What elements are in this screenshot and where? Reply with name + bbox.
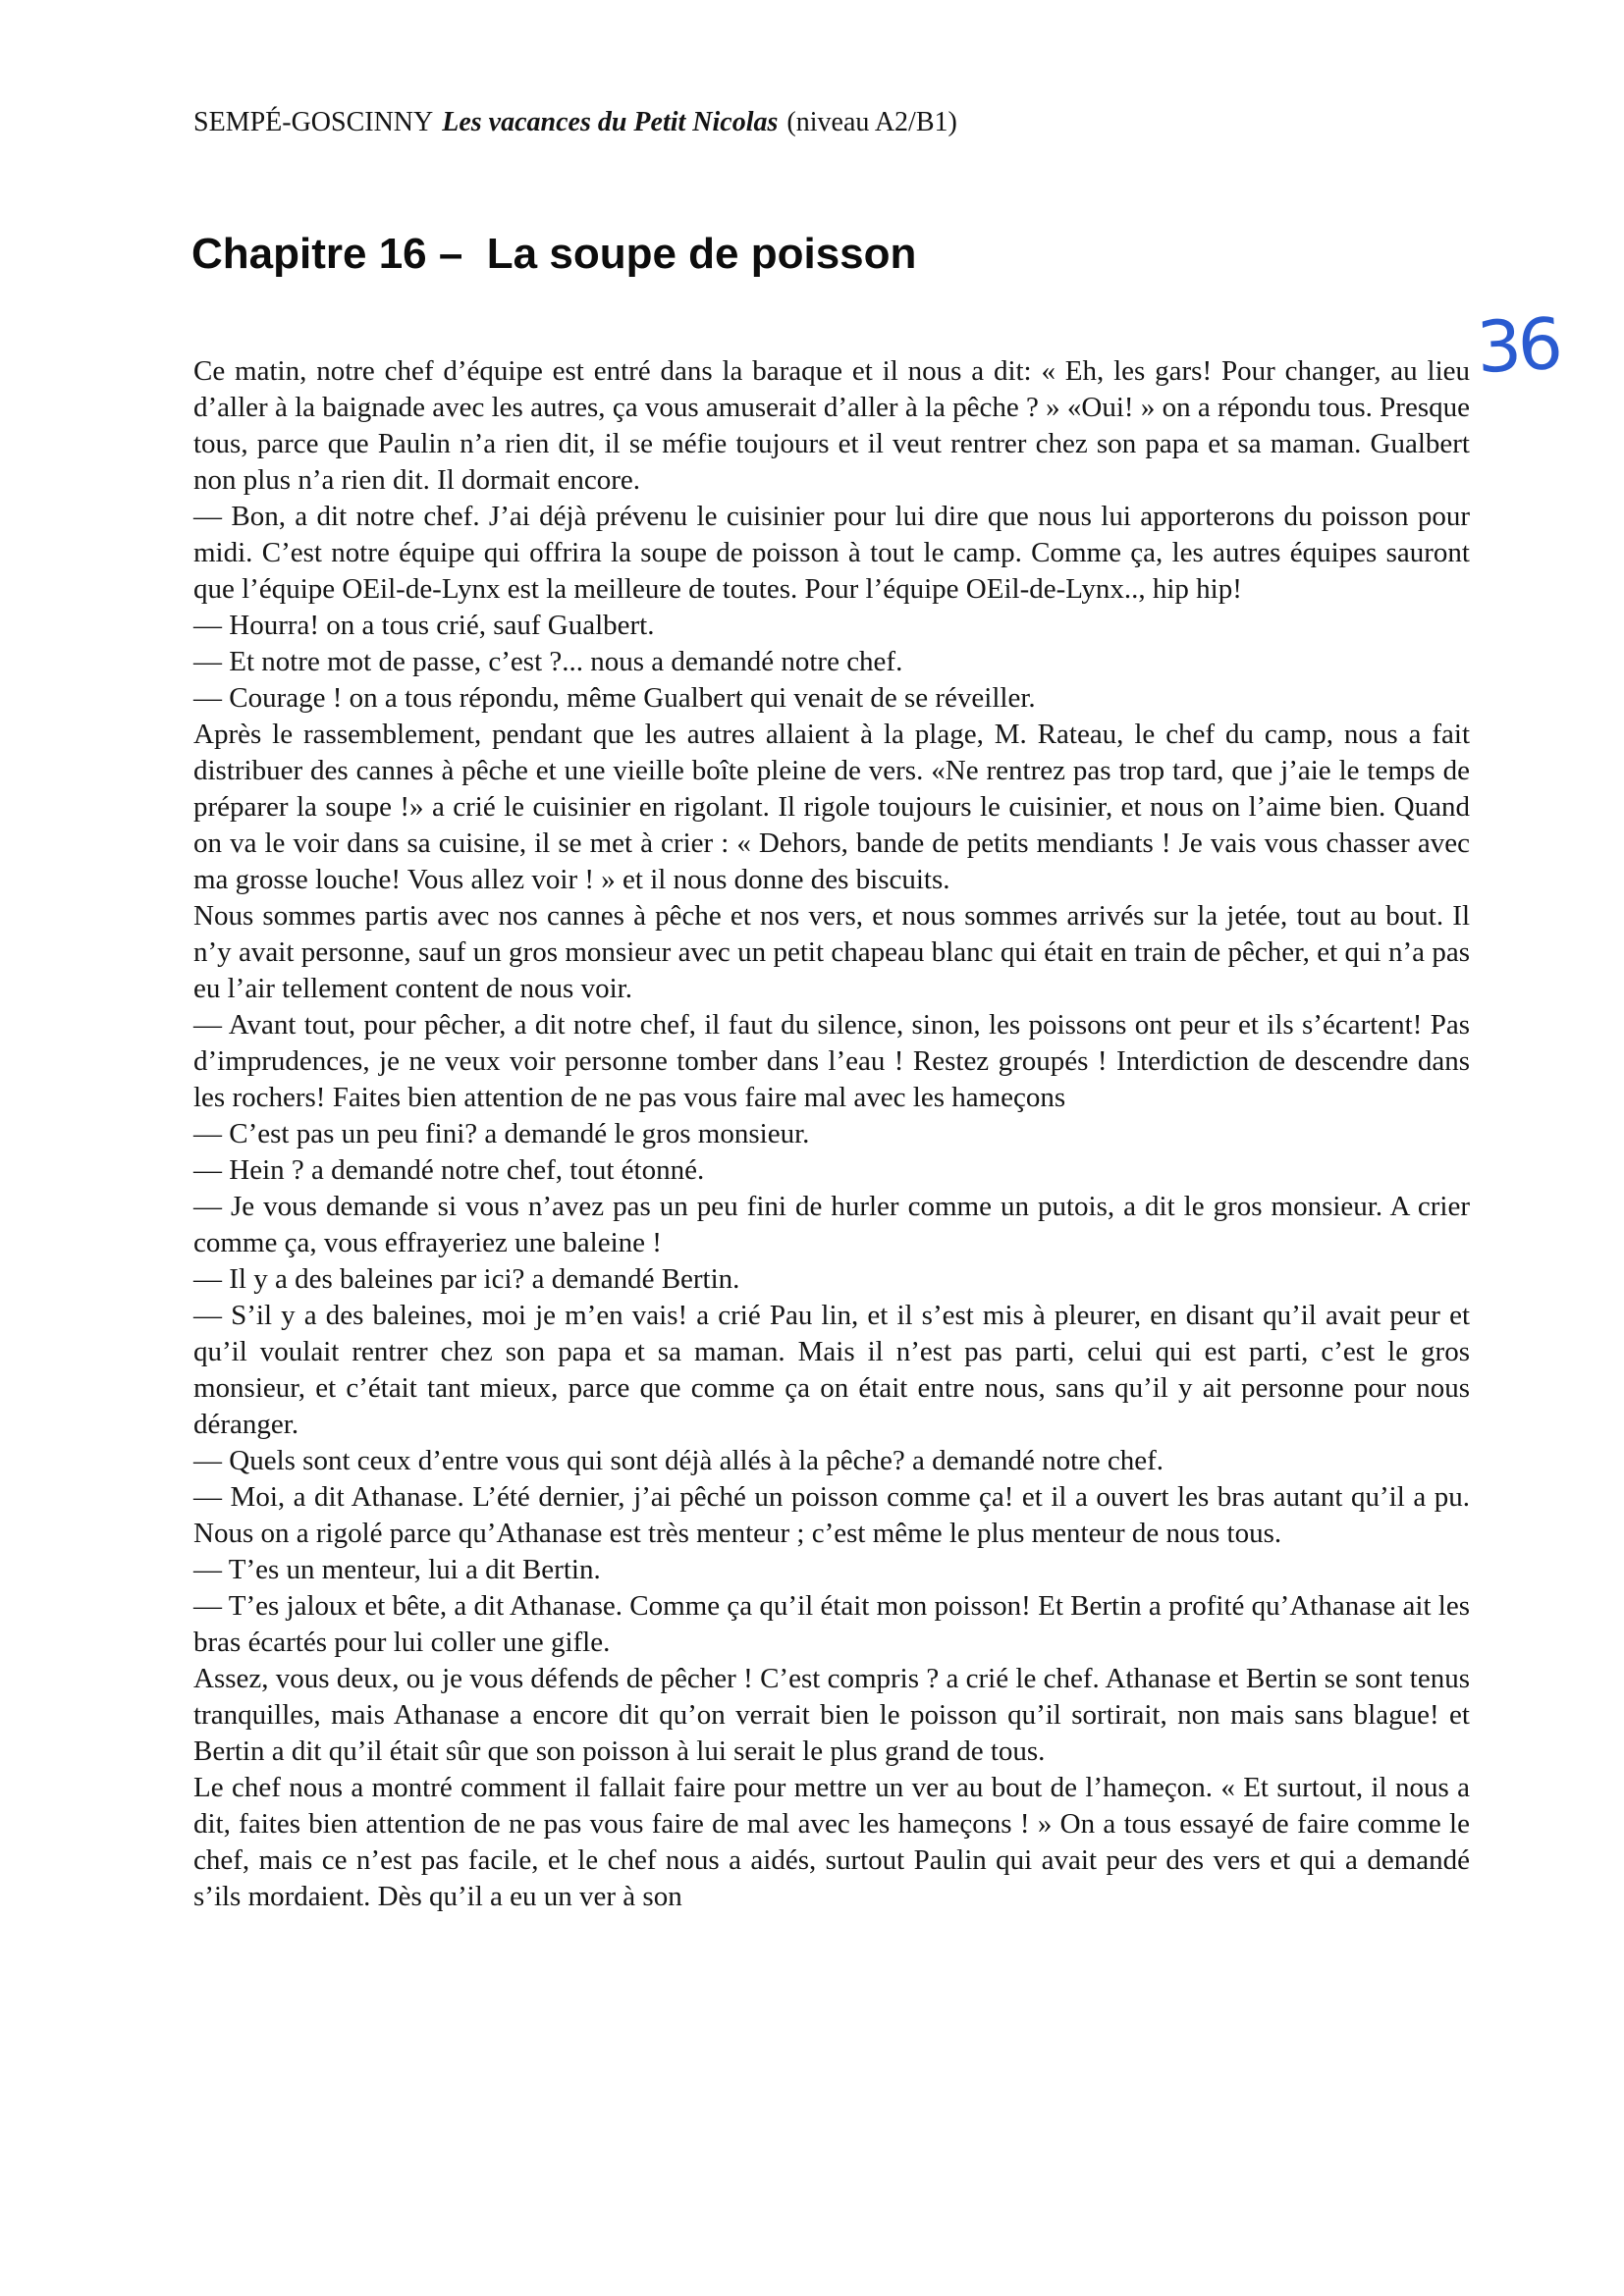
paragraph: — T’es un menteur, lui a dit Bertin. <box>193 1554 601 1585</box>
paragraph: — C’est pas un peu fini? a demandé le gros monsieur. <box>193 1118 810 1149</box>
header-level: (niveau A2/B1) <box>786 107 957 137</box>
paragraph: — Je vous demande si vous n’avez pas un peu fini de hurler comme un putois, a dit le gros monsieur. A crier comme ça, vous effrayeriez une baleine ! <box>193 1191 1470 1258</box>
paragraph: — Bon, a dit notre chef. J’ai déjà prévenu le cuisinier pour lui dire que nous lui apporterons du poisson pour midi. C’est notre équipe qui offrira la soupe de poisson à tout le camp. Comme ça, les autres équipes sauront que l’équipe OEil-de-Lynx est la meilleure de toutes. Pour l’équipe OEil-de-Lynx.., hip hip! <box>193 501 1470 605</box>
paragraph: — Courage ! on a tous répondu, même Gualbert qui venait de se réveiller. <box>193 682 1036 714</box>
header-author: SEMPÉ-GOSCINNY <box>193 107 434 137</box>
paragraph: — Avant tout, pour pêcher, a dit notre chef, il faut du silence, sinon, les poissons ont peur et ils s’écartent! Pas d’imprudences, je ne veux voir personne tomber dans l’eau ! Restez groupés ! Interdiction de descendre dans les rochers! Faites bien attention de ne pas vous faire mal avec les hameçons <box>193 1009 1470 1113</box>
header-book-title: Les vacances du Petit Nicolas <box>442 107 779 137</box>
paragraph: — Hourra! on a tous crié, sauf Gualbert. <box>193 610 655 641</box>
paragraph: — Moi, a dit Athanase. L’été dernier, j’ai pêché un poisson comme ça! et il a ouvert les bras autant qu’il a pu. Nous on a rigolé parce qu’Athanase est très menteur ; c’est même le plus menteur de nous tous. <box>193 1481 1470 1549</box>
chapter-body <box>193 353 1470 1915</box>
paragraph: Nous sommes partis avec nos cannes à pêche et nos vers, et nous sommes arrivés sur la jetée, tout au bout. Il n’y avait personne, sauf un gros monsieur avec un petit chapeau blanc qui était en train de pêcher, et qui n’a pas eu l’air tellement content de nous voir. <box>193 900 1470 1004</box>
chapter-title: Chapitre 16 – La soupe de poisson <box>191 230 917 278</box>
paragraph: Après le rassemblement, pendant que les autres allaient à la plage, M. Rateau, le chef du camp, nous a fait distribuer des cannes à pêche et une vieille boîte pleine de vers. «Ne rentrez pas trop tard, que j’aie le temps de préparer la soupe !» a crié le cuisinier en rigolant. Il rigole toujours le cuisinier, et nous on l’aime bien. Quand on va le voir dans sa cuisine, il se met à crier : « Dehors, bande de petits mendiants ! Je vais vous chasser avec ma grosse louche! Vous allez voir ! » et il nous donne des biscuits. <box>193 719 1470 895</box>
paragraph: — Et notre mot de passe, c’est ?... nous a demandé notre chef. <box>193 646 903 677</box>
paragraph: Le chef nous a montré comment il fallait faire pour mettre un ver au bout de l’hameçon. « Et surtout, il nous a dit, faites bien attention de ne pas vous faire de mal avec les hameçons ! » On a tous essayé de faire comme le chef, mais ce n’est pas facile, et le chef nous a aidés, surtout Paulin qui avait peur des vers et qui a demandé s’ils mordaient. Dès qu’il a eu un ver à son <box>193 1772 1470 1912</box>
paragraph: Assez, vous deux, ou je vous défends de pêcher ! C’est compris ? a crié le chef. Athanase et Bertin se sont tenus tranquilles, mais Athanase a encore dit qu’on verrait bien le poisson qu’il sortirait, non mais sans blague! et Bertin a dit qu’il était sûr que son poisson à lui serait le plus grand de tous. <box>193 1663 1470 1767</box>
paragraph: Ce matin, notre chef d’équipe est entré dans la baraque et il nous a dit: « Eh, les gars! Pour changer, au lieu d’aller à la baignade avec les autres, ça vous amuserait d’aller à la pêche ? » «Oui! » on a répondu tous. Presque tous, parce que Paulin n’a rien dit, il se méfie toujours et il veut rentrer chez son papa et sa maman. Gualbert non plus n’a rien dit. Il dormait encore. <box>193 355 1470 496</box>
paragraph: — T’es jaloux et bête, a dit Athanase. Comme ça qu’il était mon poisson! Et Bertin a profité qu’Athanase ait les bras écartés pour lui coller une gifle. <box>193 1590 1470 1658</box>
paragraph: — S’il y a des baleines, moi je m’en vais! a crié Pau lin, et il s’est mis à pleurer, en disant qu’il avait peur et qu’il voulait rentrer chez son papa et sa maman. Mais il n’est pas parti, celui qui est parti, c’est le gros monsieur, et c’était tant mieux, parce que comme ça on était entre nous, sans qu’il y ait personne pour nous déranger. <box>193 1300 1470 1440</box>
paragraph: — Il y a des baleines par ici? a demandé Bertin. <box>193 1263 740 1295</box>
handwritten-page-number: 36 <box>1474 301 1561 390</box>
paragraph: — Hein ? a demandé notre chef, tout étonné. <box>193 1154 705 1186</box>
paragraph: — Quels sont ceux d’entre vous qui sont déjà allés à la pêche? a demandé notre chef. <box>193 1445 1164 1476</box>
running-header <box>193 106 957 139</box>
